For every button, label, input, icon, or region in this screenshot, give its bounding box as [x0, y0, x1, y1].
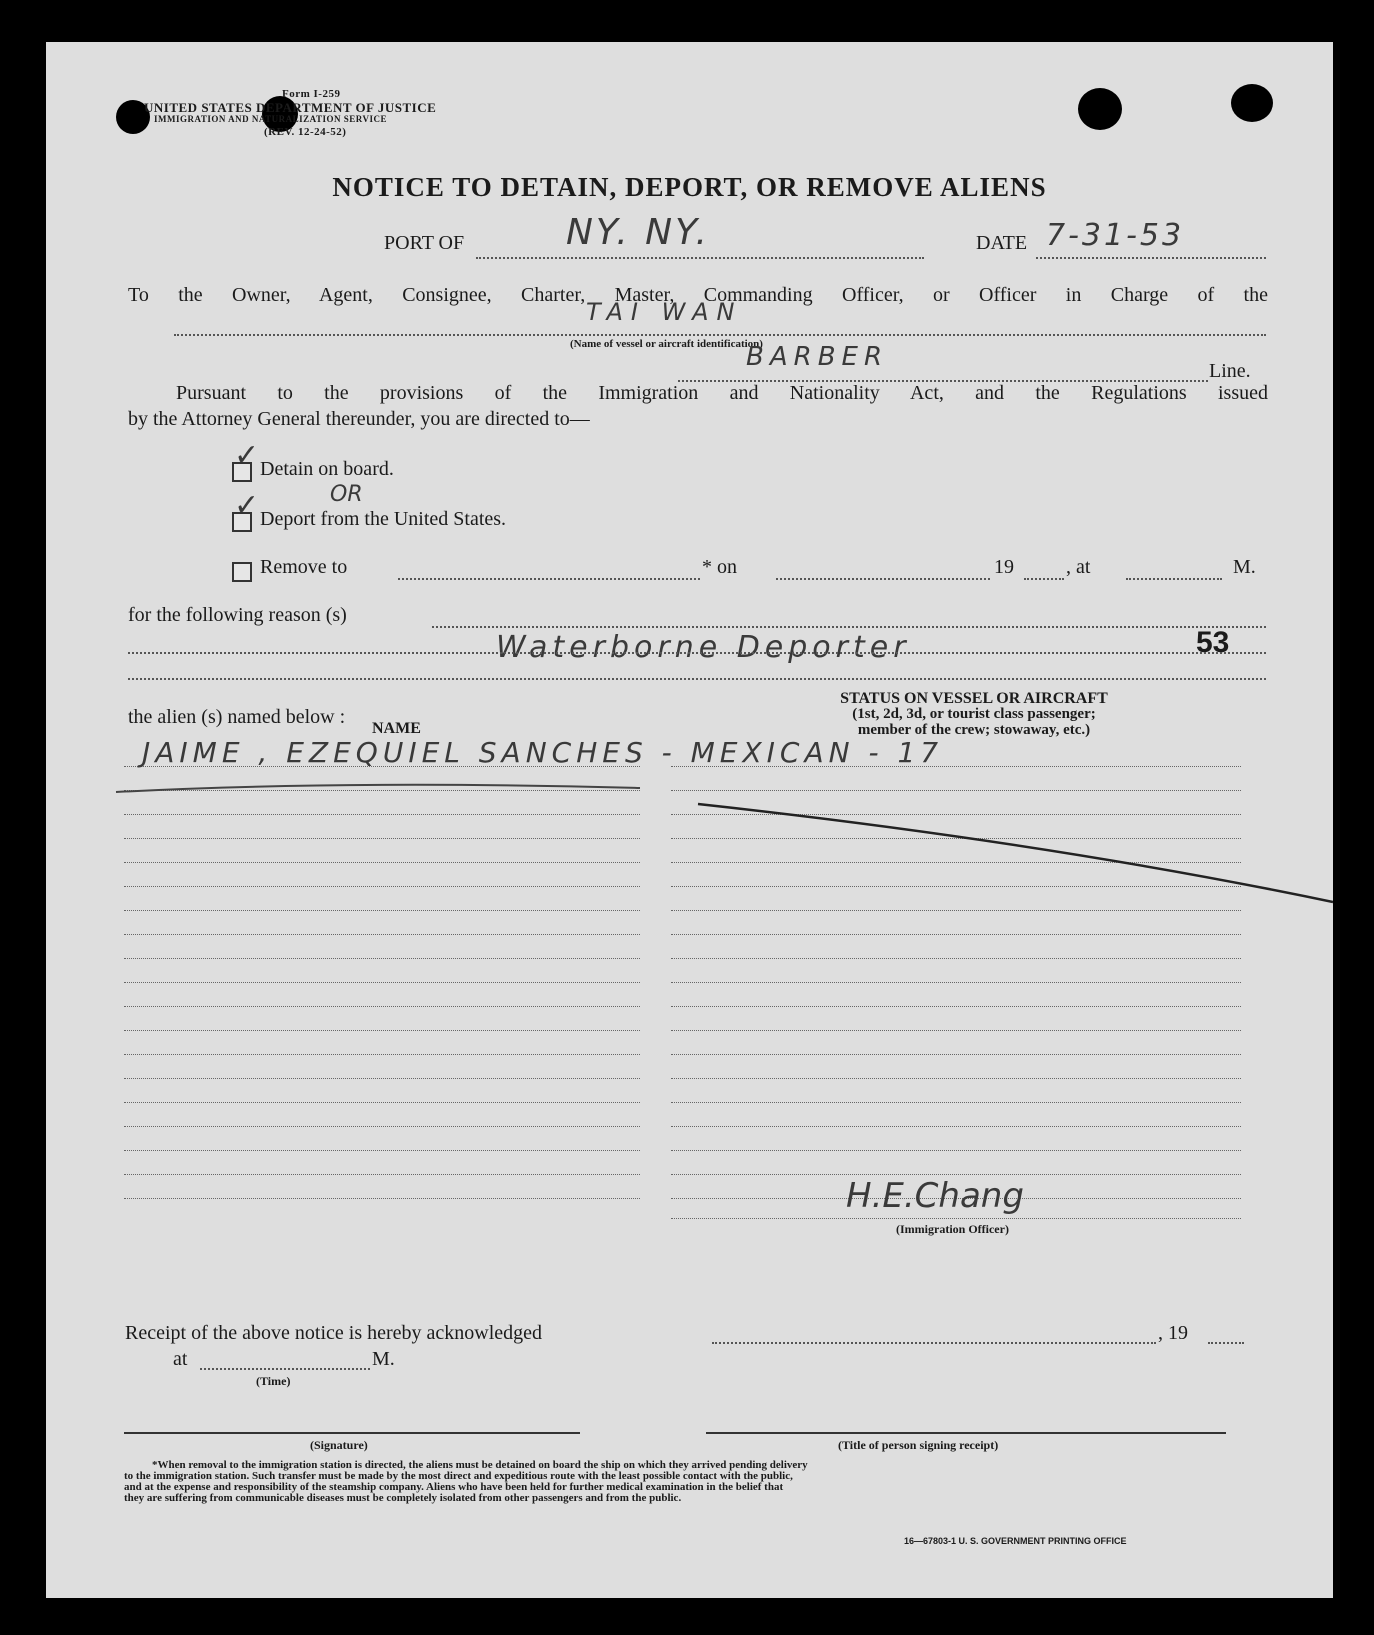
- officer-caption: (Immigration Officer): [896, 1222, 1009, 1236]
- time-caption: (Time): [256, 1374, 291, 1388]
- date-label: DATE: [976, 232, 1028, 254]
- status-column-header: STATUS ON VESSEL OR AIRCRAFT: [840, 690, 1108, 707]
- vessel-value[interactable]: TAI WAN: [586, 298, 743, 326]
- department-line: UNITED STATES DEPARTMENT OF JUSTICE: [144, 100, 437, 115]
- pursuant-line-2: by the Attorney General thereunder, you are directed to—: [128, 408, 590, 430]
- deport-label: Deport from the United States.: [260, 508, 507, 530]
- receipt-text: Receipt of the above notice is hereby acknowledged: [125, 1322, 543, 1344]
- pen-strokes: [46, 42, 1333, 1598]
- footnote-line: to the immigration station. Such transfer must be made by the most direct and expeditious route with the least possible contact with the public,: [124, 1470, 793, 1482]
- receipt-at-label: at: [173, 1348, 188, 1370]
- date-value[interactable]: 7-31-53: [1046, 218, 1185, 253]
- footnote-line: they are suffering from communicable diseases must be completely isolated from other passengers and from the public.: [124, 1492, 682, 1504]
- line-value[interactable]: BARBER: [746, 342, 889, 372]
- status-column-subheader-2: member of the crew; stowaway, etc.): [857, 722, 1091, 738]
- form-number: Form I-259: [282, 88, 341, 100]
- remove-m-label: M.: [1233, 556, 1256, 578]
- revision-date: (REV. 12-24-52): [264, 126, 347, 138]
- page-title: NOTICE TO DETAIN, DEPORT, OR REMOVE ALIENS: [332, 172, 1047, 202]
- footnote-line: *When removal to the immigration station is directed, the aliens must be detained on board the ship on which they arrived pending delivery: [152, 1459, 808, 1471]
- addressee-line: To the Owner, Agent, Consignee, Charter, Master, Commanding Officer, or Officer in Charge of the: [128, 284, 1268, 306]
- check-mark-icon: ✓: [234, 488, 260, 523]
- service-line: IMMIGRATION AND NATURALIZATION SERVICE: [154, 114, 387, 124]
- vessel-caption: (Name of vessel or aircraft identification): [570, 338, 763, 350]
- check-mark-icon: ✓: [234, 438, 260, 473]
- name-column-header: NAME: [372, 720, 421, 737]
- remove-year-label: 19: [994, 556, 1014, 578]
- footnote: [124, 1460, 1224, 1504]
- deport-annotation: OR: [330, 482, 363, 507]
- receipt-title-line[interactable]: [706, 1432, 1226, 1434]
- detain-label: Detain on board.: [260, 458, 394, 480]
- port-label: PORT OF: [384, 232, 465, 254]
- form-page: [46, 42, 1333, 1598]
- officer-signature-line: [671, 1218, 1241, 1219]
- receipt-signature-line[interactable]: [124, 1432, 580, 1434]
- receipt-date-line[interactable]: [712, 1342, 1156, 1344]
- remove-on-label: * on: [702, 556, 737, 578]
- receipt-time-line[interactable]: [200, 1368, 370, 1370]
- port-value[interactable]: NY. NY.: [566, 212, 710, 253]
- remove-at-label: , at: [1066, 556, 1091, 578]
- reason-label: for the following reason (s): [128, 604, 347, 626]
- printer-imprint: 16—67803-1 U. S. GOVERNMENT PRINTING OFFICE: [904, 1536, 1127, 1546]
- signature-caption: (Signature): [310, 1438, 368, 1452]
- remove-label: Remove to: [260, 556, 348, 578]
- line-label: Line.: [1209, 360, 1251, 382]
- receipt-year-line[interactable]: [1208, 1342, 1244, 1344]
- receipt-m-label: M.: [372, 1348, 395, 1370]
- page-number-stamp: 53: [1196, 626, 1230, 659]
- receipt-year-label: , 19: [1158, 1322, 1188, 1344]
- pursuant-line-1: Pursuant to the provisions of the Immigration and Nationality Act, and the Regulations issued: [176, 382, 1268, 404]
- alien-entry-1[interactable]: JAIME , EZEQUIEL SANCHES - MEXICAN - 17: [142, 736, 944, 769]
- aliens-label: the alien (s) named below :: [128, 706, 346, 728]
- footnote-line: and at the expense and responsibility of the steamship company. Aliens who have been held for further medical examination in the belief that: [124, 1481, 784, 1493]
- reason-value[interactable]: Waterborne Deporter: [496, 630, 911, 665]
- officer-signature: H.E.Chang: [846, 1176, 1024, 1216]
- title-caption: (Title of person signing receipt): [838, 1438, 999, 1452]
- status-column-subheader-1: (1st, 2d, 3d, or tourist class passenger;: [852, 706, 1096, 722]
